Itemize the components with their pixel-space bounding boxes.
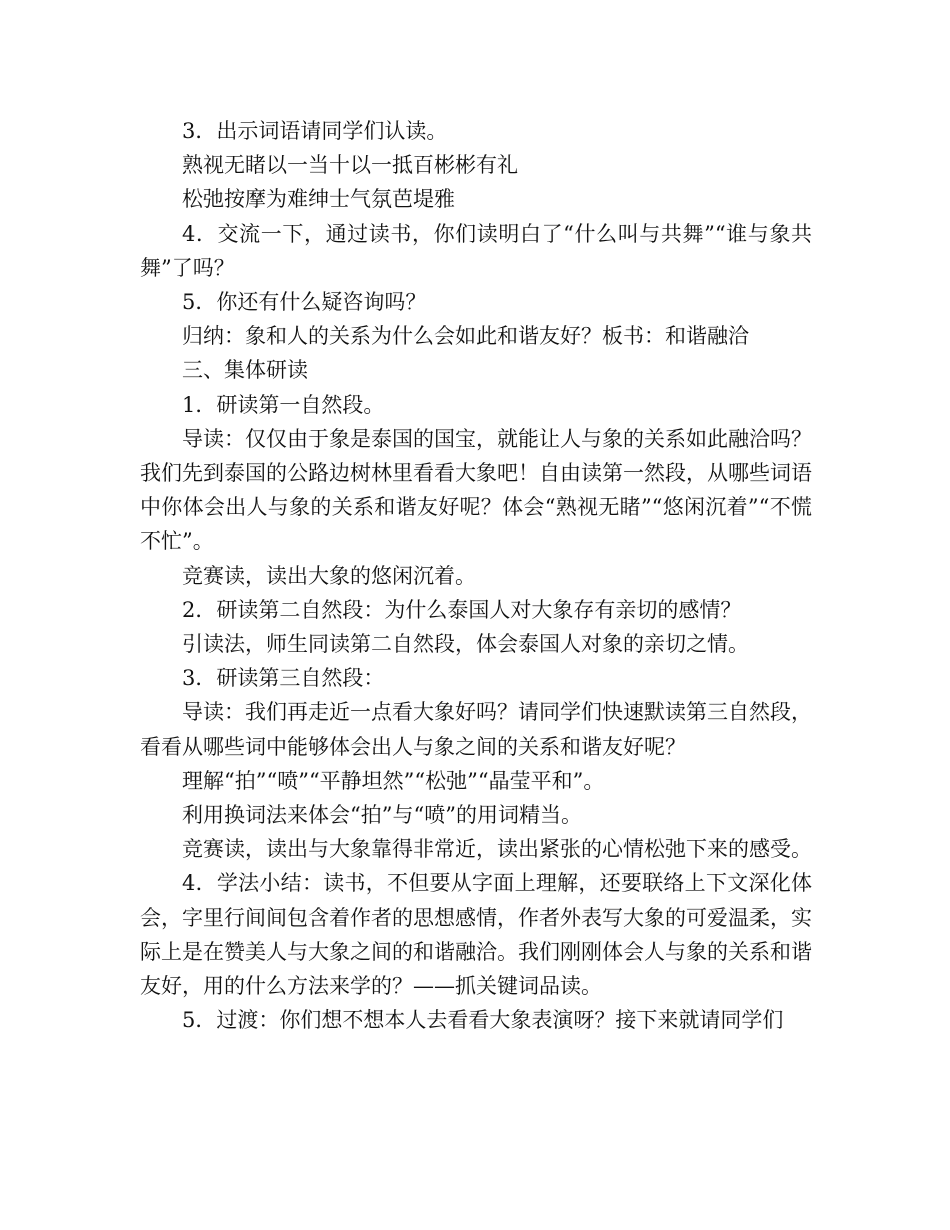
paragraph-discuss: 4．交流一下，通过读书，你们读明白了“什么叫与共舞”“谁与象共舞”了吗？ [140, 221, 812, 280]
paragraph-guide-first: 导读：仅仅由于象是泰国的国宝，就能让人与象的关系如此融洽吗？我们先到泰国的公路边树林里看看大象吧！自由读第一然段，从哪些词语中你体会出人与象的关系和谐友好呢？体会“熟视无睹”“悠闲沉着”“不慌不忙”。 [140, 426, 812, 554]
paragraph-contest-read-1: 竞赛读，读出大象的悠闲沉着。 [182, 563, 476, 588]
paragraph-understand-words: 理解“拍”“喷”“平静坦然”“松弛”“晶莹平和”。 [182, 768, 605, 793]
paragraph-study-third: 3．研读第三自然段： [182, 666, 385, 691]
paragraph-study-first: 1．研读第一自然段。 [182, 392, 385, 417]
paragraph-show-words: 3．出示词语请同学们认读。 [182, 119, 448, 143]
paragraph-transition: 5．过渡：你们想不想本人去看看大象表演呀？接下来就请同学们 [182, 1008, 784, 1033]
paragraph-contest-read-2: 竞赛读，读出与大象靠得非常近，读出紧张的心情松弛下来的感受。 [182, 837, 812, 862]
paragraph-guided-read: 引读法，师生同读第二自然段，体会泰国人对象的亲切之情。 [182, 632, 749, 657]
paragraph-word-list-1: 熟视无睹以一当十以一抵百彬彬有礼 [182, 153, 518, 178]
paragraph-method-summary: 4．学法小结：读书，不但要从字面上理解，还要联络上下文深化体会，字里行间间包含着作者的思想感情，作者外表写大象的可爱温柔，实际上是在赞美人与大象之间的和谐融洽。我们刚刚体会人与象的关系和谐友好，用的什么方法来学的？——抓关键词品读。 [140, 871, 812, 999]
paragraph-word-replacement: 利用换词法来体会“拍”与“喷”的用词精当。 [182, 803, 582, 828]
paragraph-questions: 5．你还有什么疑咨询吗？ [182, 290, 427, 315]
document-body [140, 114, 812, 1037]
paragraph-guide-third: 导读：我们再走近一点看大象好吗？请同学们快速默读第三自然段，看看从哪些词中能够体会出人与象之间的关系和谐友好呢？ [140, 700, 812, 759]
paragraph-word-list-2: 松弛按摩为难绅士气氛芭堤雅 [182, 187, 455, 212]
paragraph-summary: 归纳：象和人的关系为什么会如此和谐友好？板书：和谐融洽 [182, 324, 749, 349]
paragraph-study-second: 2．研读第二自然段：为什么泰国人对大象存有亲切的感情？ [182, 597, 742, 622]
section-heading-collective-reading: 三、集体研读 [182, 358, 308, 383]
